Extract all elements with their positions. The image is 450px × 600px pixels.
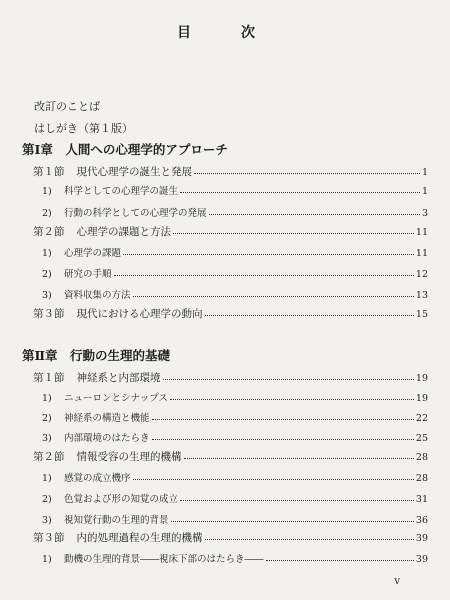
leader-dots xyxy=(171,521,414,522)
page-footer-number: v xyxy=(394,576,400,587)
item-title: 動機の生理的背景――視床下部のはたらき―― xyxy=(64,554,264,565)
subsection-row xyxy=(42,205,428,219)
page-number: 22 xyxy=(415,413,428,424)
page-number: 12 xyxy=(415,269,428,280)
section-row xyxy=(33,530,428,545)
item-title: ニューロンとシナップス xyxy=(64,393,168,404)
leader-dots xyxy=(180,192,420,193)
item-title: 視知覚行動の生理的背景 xyxy=(64,515,169,526)
item-title: 内部環境のはたらき xyxy=(64,433,150,444)
leader-dots xyxy=(184,458,414,459)
item-number: 1) xyxy=(42,186,52,197)
leader-dots xyxy=(163,379,414,380)
item-number: 3) xyxy=(42,433,52,444)
page-number: 36 xyxy=(415,515,428,526)
leader-dots xyxy=(152,439,414,440)
page-number: 11 xyxy=(415,227,428,238)
item-number: 1) xyxy=(42,473,52,484)
leader-dots xyxy=(173,233,414,234)
leader-dots xyxy=(194,173,420,174)
page-number: 13 xyxy=(415,290,428,301)
subsection-row xyxy=(42,512,428,526)
leader-dots xyxy=(170,399,414,400)
page-number: 15 xyxy=(415,309,428,320)
section-number: 第１節 xyxy=(33,166,65,178)
section-number: 第２節 xyxy=(33,226,65,238)
section-row xyxy=(33,306,428,321)
section-title: 心理学の課題と方法 xyxy=(76,226,171,238)
leader-dots xyxy=(180,500,414,501)
page-number: 31 xyxy=(415,494,428,505)
subsection-row xyxy=(42,390,428,404)
leader-dots xyxy=(205,315,414,316)
item-number: 1) xyxy=(42,248,52,259)
subsection-row xyxy=(42,551,428,565)
subsection-row xyxy=(42,287,428,301)
leader-dots xyxy=(114,275,414,276)
subsection-row xyxy=(42,430,428,444)
chapter-heading: 第Ⅱ章 行動の生理的基礎 xyxy=(22,348,171,363)
page-number: 28 xyxy=(415,452,428,463)
subsection-row xyxy=(42,491,428,505)
subsection-row xyxy=(42,183,428,197)
item-number: 3) xyxy=(42,290,52,301)
item-title: 感覚の成立機序 xyxy=(64,473,131,484)
section-row xyxy=(33,164,428,179)
leader-dots xyxy=(133,296,414,297)
leader-dots xyxy=(205,539,414,540)
subsection-row xyxy=(42,266,428,280)
leader-dots xyxy=(209,214,420,215)
section-number: 第１節 xyxy=(33,372,65,384)
leader-dots xyxy=(133,479,414,480)
subsection-row xyxy=(42,410,428,424)
item-number: 2) xyxy=(42,269,52,280)
front-matter-item: 改訂のことば xyxy=(34,100,100,113)
item-number: 1) xyxy=(42,393,52,404)
front-matter-item: はしがき（第１版） xyxy=(34,122,133,135)
page-number: 1 xyxy=(421,167,428,178)
section-title: 現代心理学の誕生と発展 xyxy=(76,166,192,178)
item-title: 行動の科学としての心理学の発展 xyxy=(64,208,207,219)
leader-dots xyxy=(123,254,414,255)
item-title: 科学としての心理学の誕生 xyxy=(64,186,179,197)
chapter-heading: 第Ⅰ章 人間への心理学的アプローチ xyxy=(22,142,228,157)
item-number: 2) xyxy=(42,413,52,424)
item-number: 1) xyxy=(42,554,52,565)
section-title: 情報受容の生理的機構 xyxy=(76,451,182,463)
section-title: 内的処理過程の生理的機構 xyxy=(76,532,203,544)
subsection-row xyxy=(42,245,428,259)
section-title: 現代における心理学の動向 xyxy=(76,308,203,320)
page-number: 1 xyxy=(421,186,428,197)
leader-dots xyxy=(152,419,414,420)
page-number: 11 xyxy=(415,248,428,259)
page-title: 目 次 xyxy=(177,25,273,41)
item-title: 心理学の課題 xyxy=(64,248,122,259)
page-number: 3 xyxy=(421,208,428,219)
item-number: 2) xyxy=(42,208,52,219)
subsection-row xyxy=(42,470,428,484)
item-title: 神経系の構造と機能 xyxy=(64,413,150,424)
page-number: 19 xyxy=(415,373,428,384)
section-number: 第３節 xyxy=(33,532,65,544)
page-number: 28 xyxy=(415,473,428,484)
page-number: 39 xyxy=(415,554,428,565)
section-row xyxy=(33,370,428,385)
section-number: 第３節 xyxy=(33,308,65,320)
section-row xyxy=(33,449,428,464)
leader-dots xyxy=(266,560,414,561)
page-number: 39 xyxy=(415,533,428,544)
section-title: 神経系と内部環境 xyxy=(76,372,161,384)
page-number: 19 xyxy=(415,393,428,404)
item-title: 資料収集の方法 xyxy=(64,290,131,301)
item-title: 研究の手順 xyxy=(64,269,112,280)
item-number: 2) xyxy=(42,494,52,505)
item-title: 色覚および形の知覚の成立 xyxy=(64,494,179,505)
section-number: 第２節 xyxy=(33,451,65,463)
section-row xyxy=(33,224,428,239)
item-number: 3) xyxy=(42,515,52,526)
page-number: 25 xyxy=(415,433,428,444)
